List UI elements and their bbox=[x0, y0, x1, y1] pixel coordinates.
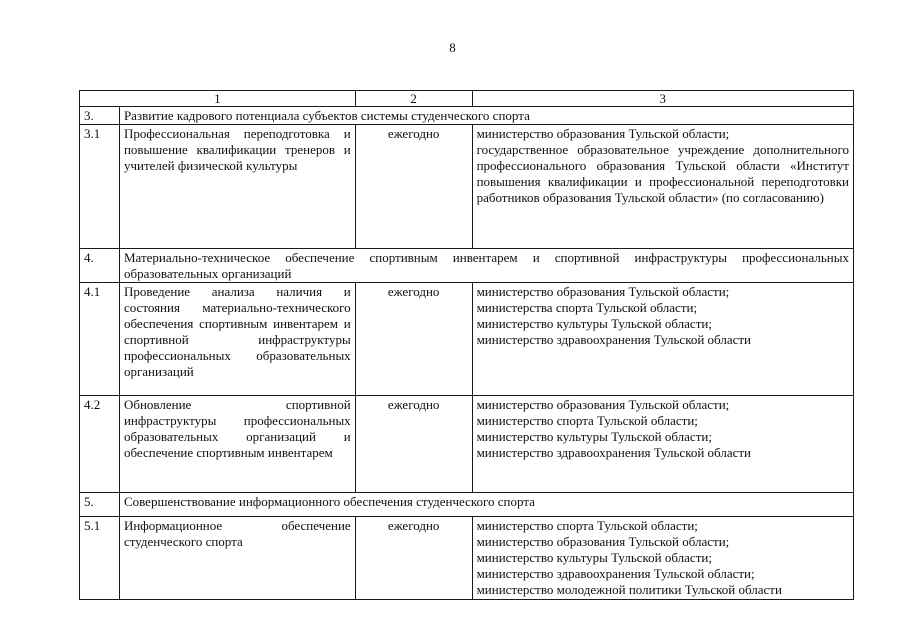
executor-line: министерство образования Тульской области; bbox=[476, 284, 730, 299]
section-number: 5. bbox=[80, 493, 120, 517]
column-header-2: 2 bbox=[355, 91, 472, 107]
section-title: Материально-техническое обеспечение спортивным инвентарем и спортивной инфраструктуры профессиональных образовательных организаций bbox=[119, 249, 853, 283]
item-number: 4.1 bbox=[80, 283, 120, 396]
executor-line: министерство образования Тульской области; bbox=[476, 534, 730, 549]
item-executors bbox=[472, 396, 853, 493]
item-term: ежегодно bbox=[355, 517, 472, 600]
executor-line: министерство здравоохранения Тульской области; bbox=[476, 566, 755, 581]
section-row bbox=[80, 493, 854, 517]
table-row bbox=[80, 125, 854, 249]
item-executors bbox=[472, 283, 853, 396]
table-header-row bbox=[80, 91, 854, 107]
page-number: 8 bbox=[449, 40, 456, 55]
executor-line: министерство спорта Тульской области; bbox=[476, 518, 698, 533]
executor-line: министерство культуры Тульской области; bbox=[476, 550, 712, 565]
item-term: ежегодно bbox=[355, 396, 472, 493]
executor-line: министерство молодежной политики Тульской области bbox=[476, 582, 782, 597]
executor-line: министерство здравоохранения Тульской области bbox=[476, 332, 752, 347]
table-row bbox=[80, 283, 854, 396]
executor-line: министерство культуры Тульской области; bbox=[476, 429, 712, 444]
measures-table bbox=[79, 90, 854, 600]
section-number: 3. bbox=[80, 107, 120, 125]
executor-line: министерство здравоохранения Тульской области bbox=[476, 445, 752, 460]
item-name: Профессиональная переподготовка и повышение квалификации тренеров и учителей физической культуры bbox=[119, 125, 355, 249]
table-row bbox=[80, 396, 854, 493]
section-number: 4. bbox=[80, 249, 120, 283]
executor-line: министерство образования Тульской области; bbox=[476, 126, 730, 141]
executor-line: министерство спорта Тульской области; bbox=[476, 413, 698, 428]
executor-line: министерство образования Тульской области; bbox=[476, 397, 730, 412]
item-name: Проведение анализа наличия и состояния материально-технического обеспечения спортивным инвентарем и спортивной инфраструктуры профессиональных образовательных организаций bbox=[119, 283, 355, 396]
column-header-3: 3 bbox=[472, 91, 853, 107]
executor-line: государственное образовательное учреждение дополнительного профессионального образования Тульской области «Институт повышения квалификации и профессиональной переподготовки работников образования Тульской области» (по согласованию) bbox=[476, 142, 849, 205]
executor-line: министерства спорта Тульской области; bbox=[476, 300, 698, 315]
section-title: Совершенствование информационного обеспечения студенческого спорта bbox=[119, 493, 853, 517]
column-header-1: 1 bbox=[80, 91, 356, 107]
item-executors bbox=[472, 517, 853, 600]
item-term: ежегодно bbox=[355, 283, 472, 396]
section-row bbox=[80, 249, 854, 283]
item-name: Информационное обеспечение студенческого спорта bbox=[119, 517, 355, 600]
executor-line: министерство культуры Тульской области; bbox=[476, 316, 712, 331]
table-row bbox=[80, 517, 854, 600]
item-number: 3.1 bbox=[80, 125, 120, 249]
item-number: 4.2 bbox=[80, 396, 120, 493]
item-name: Обновление спортивной инфраструктуры профессиональных образовательных организаций и обеспечение спортивным инвентарем bbox=[119, 396, 355, 493]
item-number: 5.1 bbox=[80, 517, 120, 600]
section-row bbox=[80, 107, 854, 125]
section-title: Развитие кадрового потенциала субъектов системы студенческого спорта bbox=[119, 107, 853, 125]
item-term: ежегодно bbox=[355, 125, 472, 249]
item-executors bbox=[472, 125, 853, 249]
